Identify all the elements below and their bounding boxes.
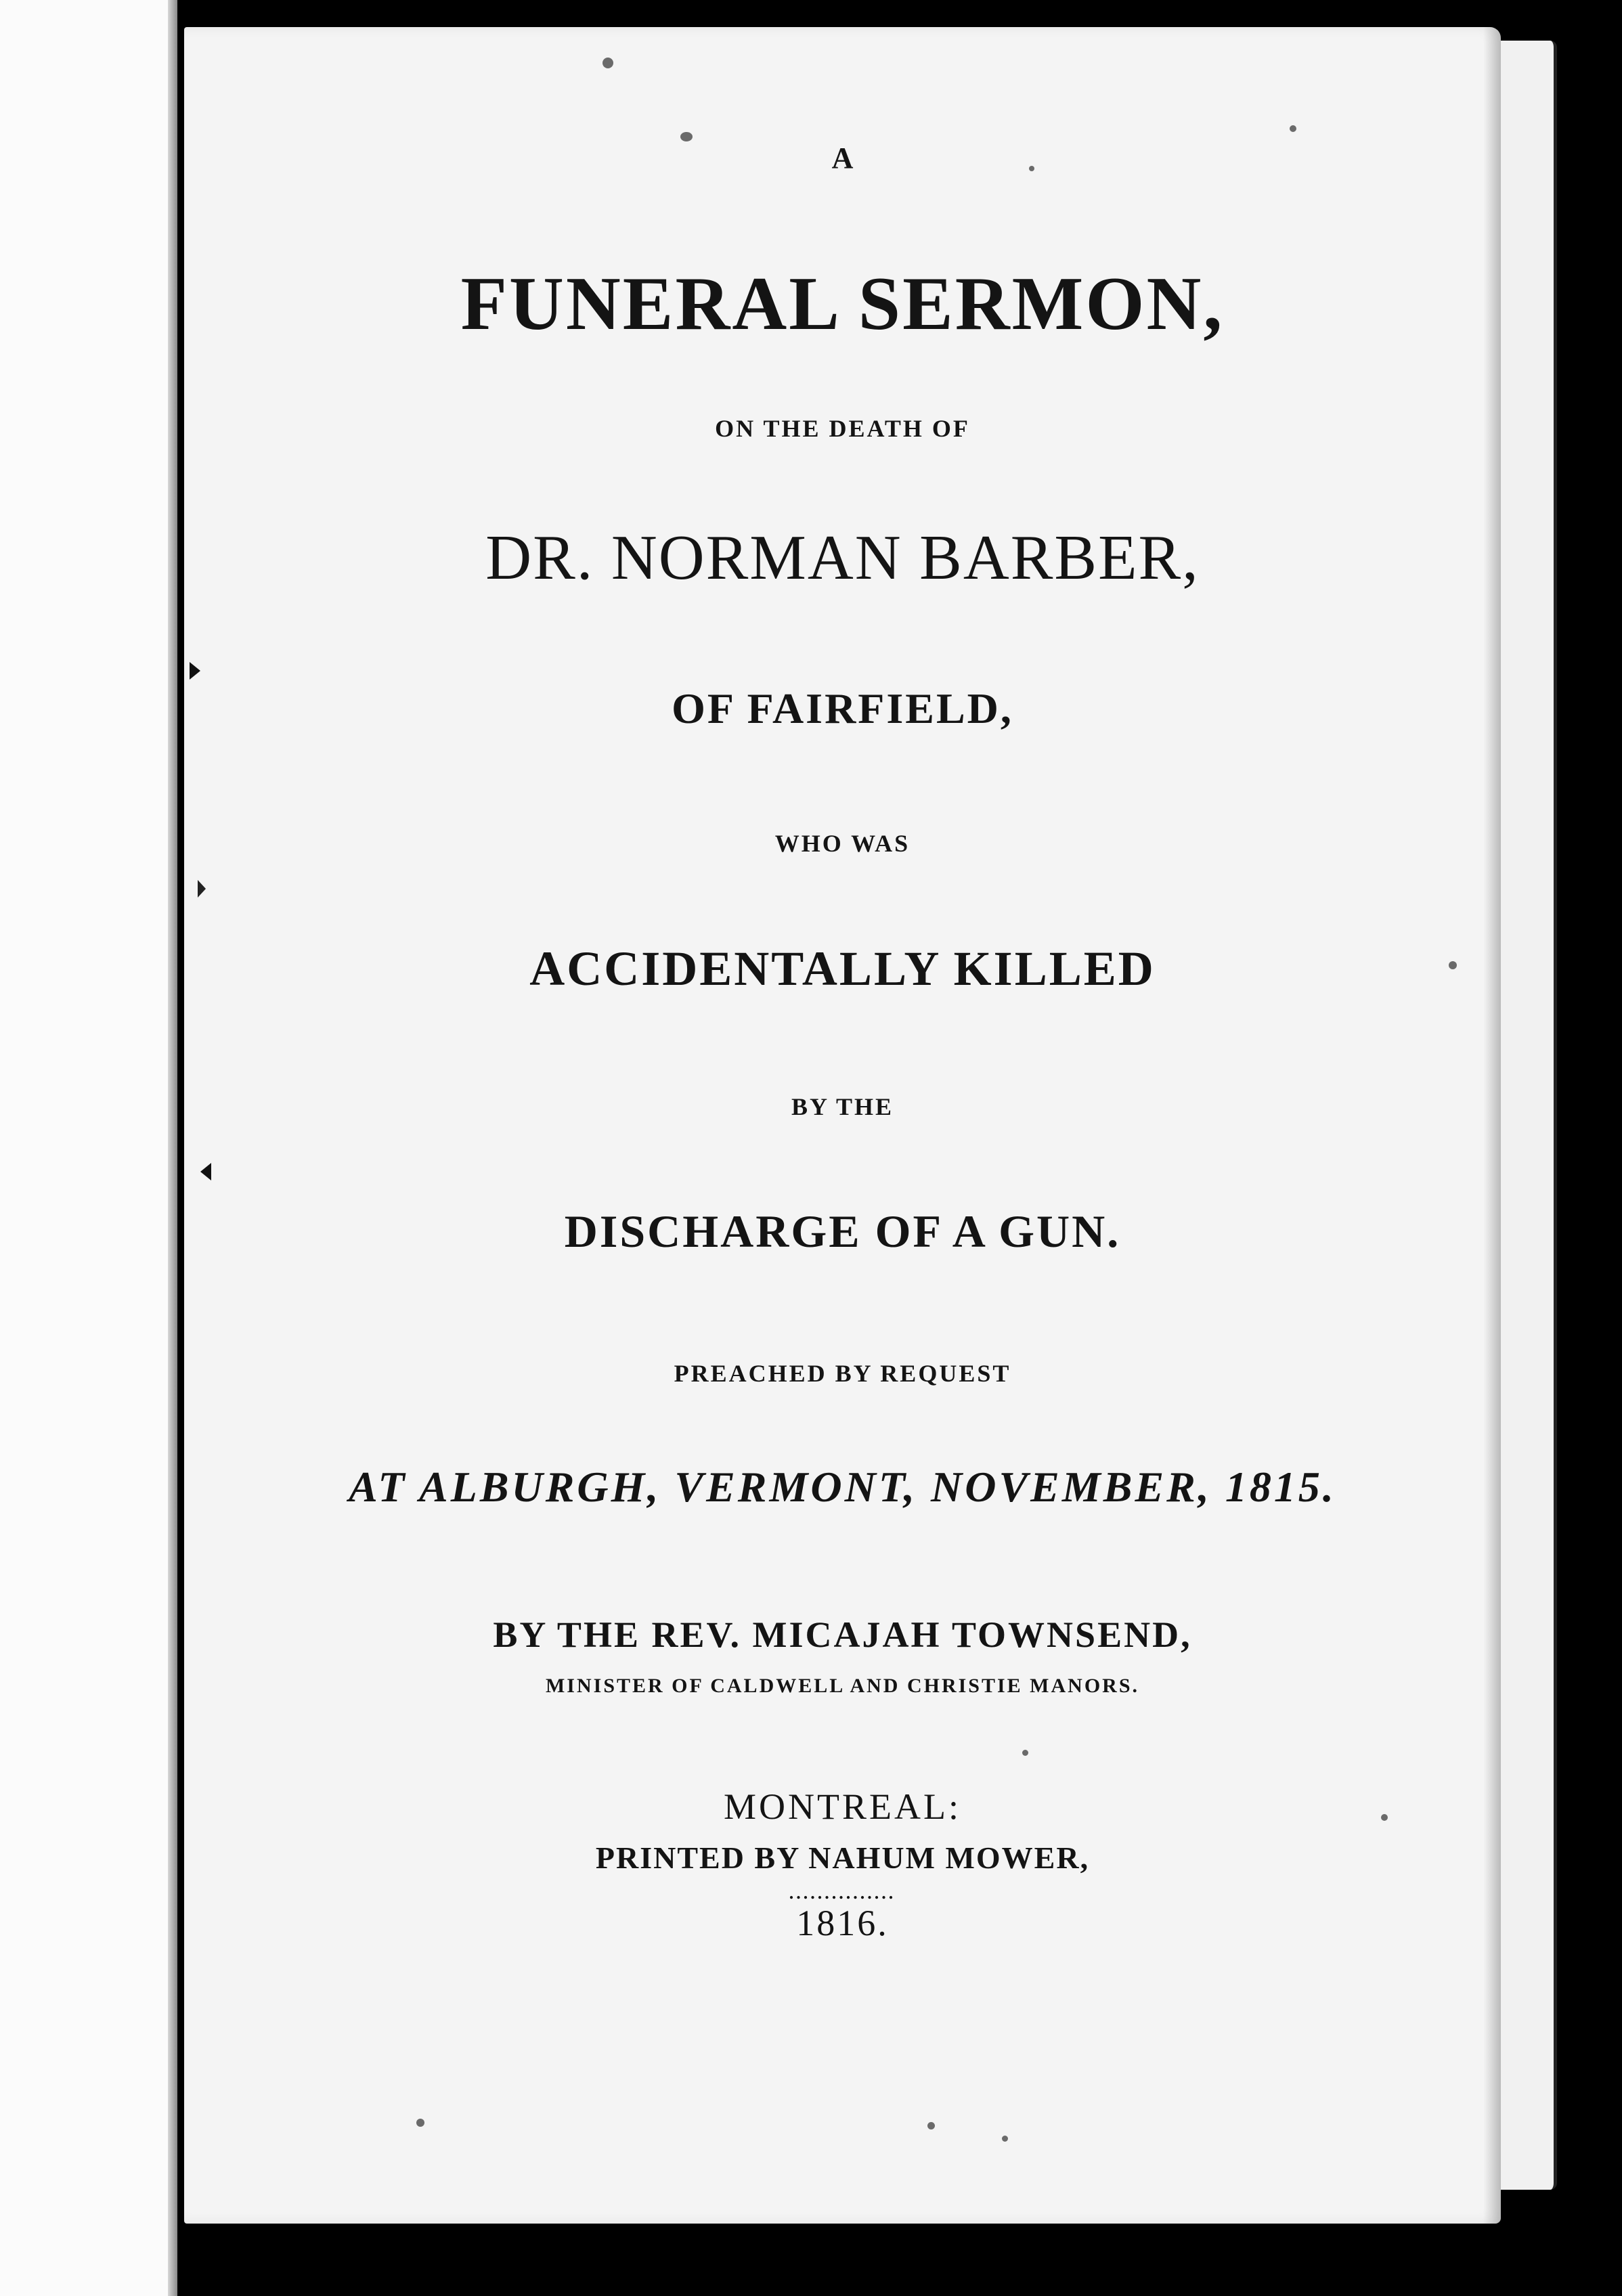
subject-place: OF FAIRFIELD, <box>672 684 1013 732</box>
ink-speck <box>1290 125 1296 132</box>
margin-mark <box>190 662 200 680</box>
margin-mark <box>198 880 206 898</box>
imprint-city: MONTREAL: <box>724 1786 961 1827</box>
margin-mark <box>200 1163 211 1180</box>
ink-speck <box>1022 1750 1028 1756</box>
ink-speck <box>1002 2136 1008 2142</box>
ink-speck <box>927 2122 935 2129</box>
preached-line: PREACHED BY REQUEST <box>674 1360 1011 1387</box>
page-edge-shadow <box>168 0 177 2296</box>
ink-speck <box>416 2119 424 2127</box>
ink-speck <box>602 58 613 68</box>
ornament-letter: A <box>831 141 854 175</box>
imprint-year: 1816. <box>796 1903 889 1943</box>
sermon-title: FUNERAL SERMON, <box>460 262 1225 346</box>
subject-name: DR. NORMAN BARBER, <box>485 523 1200 593</box>
minister-line: MINISTER OF CALDWELL AND CHRISTIE MANORS. <box>545 1675 1139 1697</box>
accidentally-killed-line: ACCIDENTALLY KILLED <box>529 942 1156 996</box>
location-date-line: AT ALBURGH, VERMONT, NOVEMBER, 1815. <box>349 1463 1336 1511</box>
dotted-rule: ............... <box>789 1883 896 1903</box>
ink-speck <box>680 132 693 141</box>
facing-blank-page <box>0 0 177 2296</box>
imprint-printer: PRINTED BY NAHUM MOWER, <box>595 1840 1090 1875</box>
discharge-line: DISCHARGE OF A GUN. <box>564 1206 1121 1257</box>
on-death-line: ON THE DEATH OF <box>715 415 970 442</box>
author-line: BY THE REV. MICAJAH TOWNSEND, <box>493 1614 1192 1655</box>
by-the-line: BY THE <box>791 1093 894 1120</box>
who-was-line: WHO WAS <box>774 830 911 857</box>
